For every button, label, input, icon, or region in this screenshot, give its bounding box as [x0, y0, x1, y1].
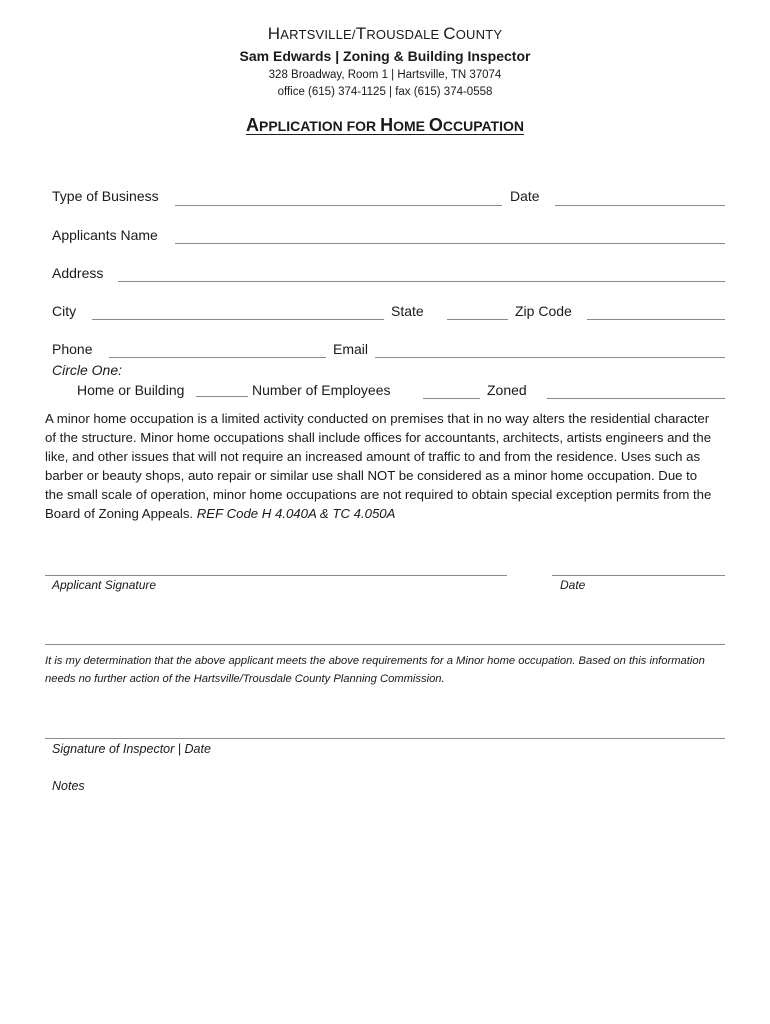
determination-statement: It is my determination that the above applicant meets the above requirements for a Minor home occupation. Based on this information needs no further action of the Hartsville/Trousdale County Planning Commission.	[45, 655, 705, 685]
applicants-name-label: Applicants Name	[52, 227, 158, 243]
home-occupation-description: A minor home occupation is a limited activity conducted on premises that in no way alters the residential character of the structure. Minor home occupations shall include offices for accountants, architects, artists engineers and the like, and other issues that will not require an increased amount of traffic to and from the residence. Uses such as barber or beauty shops, auto repair or similar use shall NOT be considered as a minor home occupation. Due to the small scale of operation, minor home occupations are not required to obtain special exception permits from the Board of Zoning Appeals. REF Code H 4.040A & TC 4.050A	[45, 411, 712, 521]
circle-one-label: Circle One:	[52, 362, 123, 378]
inspector-signature-label: Signature of Inspector | Date	[52, 742, 211, 756]
date-label: Date	[510, 188, 540, 204]
address-label: Address	[52, 265, 104, 281]
section-divider	[45, 644, 725, 645]
applicant-signature-label: Applicant Signature	[52, 578, 157, 592]
city-label: City	[52, 303, 77, 319]
phone-label: Phone	[52, 341, 93, 357]
date-field[interactable]	[555, 205, 725, 206]
notes-label: Notes	[52, 779, 85, 793]
inspector-signature-field[interactable]	[45, 738, 725, 739]
form-title: APPLICATION FOR HOME OCCUPATION	[245, 115, 525, 135]
state-field[interactable]	[447, 319, 508, 320]
contact-numbers: office (615) 374-1125 | fax (615) 374-0558	[277, 86, 493, 98]
zip-code-field[interactable]	[587, 319, 725, 320]
reference-code: REF Code H 4.040A & TC 4.050A	[196, 506, 396, 521]
type-of-business-label: Type of Business	[52, 188, 159, 204]
email-label: Email	[333, 341, 369, 357]
address-field[interactable]	[118, 281, 725, 282]
home-or-building-field[interactable]	[196, 396, 248, 397]
signature-date-field[interactable]	[552, 575, 725, 576]
type-of-business-field[interactable]	[175, 205, 502, 206]
state-label: State	[391, 303, 424, 319]
number-of-employees-field[interactable]	[423, 398, 480, 399]
zoned-label: Zoned	[487, 382, 527, 398]
phone-field[interactable]	[109, 357, 326, 358]
inspector-name: Sam Edwards | Zoning & Building Inspector	[239, 48, 531, 64]
zip-code-label: Zip Code	[515, 303, 572, 319]
signature-date-label: Date	[560, 578, 586, 592]
applicants-name-field[interactable]	[175, 243, 725, 244]
county-heading: HARTSVILLE/TROUSDALE COUNTY	[267, 24, 503, 43]
office-address: 328 Broadway, Room 1 | Hartsville, TN 37074	[268, 69, 502, 81]
email-field[interactable]	[375, 357, 725, 358]
home-or-building-label: Home or Building	[77, 382, 185, 398]
city-field[interactable]	[92, 319, 384, 320]
number-of-employees-label: Number of Employees	[252, 382, 391, 398]
applicant-signature-field[interactable]	[45, 575, 507, 576]
zoned-field[interactable]	[547, 398, 725, 399]
